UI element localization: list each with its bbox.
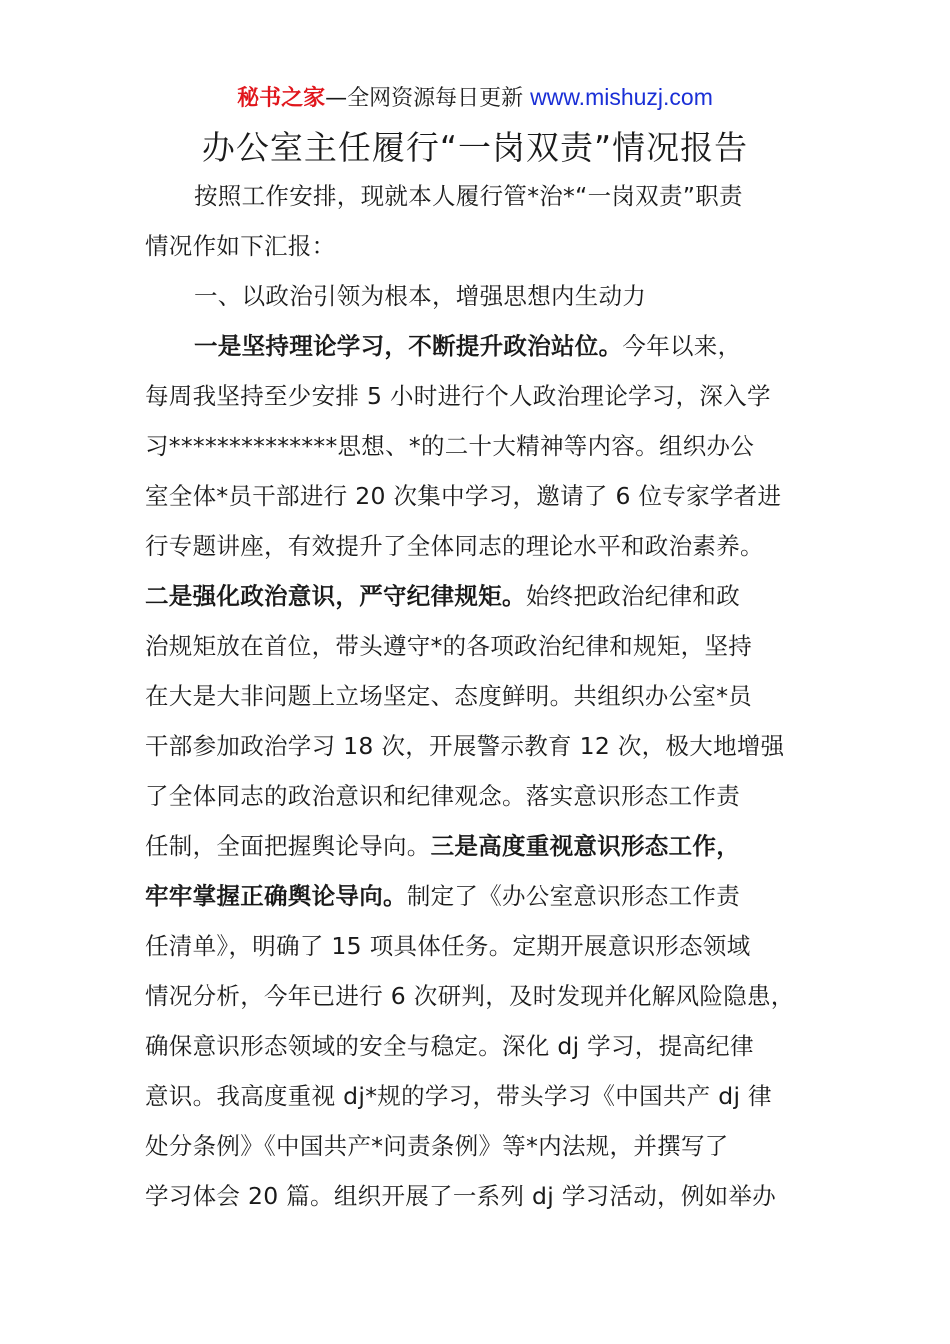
paragraph-line: 任清单》，明确了 15 项具体任务。定期开展意识形态领域	[145, 932, 751, 960]
site-header	[0, 82, 950, 114]
paragraph-line: 干部参加政治学习 18 次，开展警示教育 12 次，极大地增强	[145, 732, 785, 760]
paragraph-line: 行专题讲座，有效提升了全体同志的理论水平和政治素养。	[145, 532, 764, 560]
paragraph-text: 任制，全面把握舆论导向。	[145, 832, 431, 860]
paragraph-line: 学习体会 20 篇。组织开展了一系列 dj 学习活动，例如举办	[145, 1182, 777, 1210]
paragraph-line	[145, 829, 740, 863]
paragraph-line	[194, 329, 741, 363]
paragraph-line: 意识。我高度重视 dj*规的学习，带头学习《中国共产 dj 律	[145, 1082, 772, 1110]
brand-name: 秘书之家	[237, 86, 326, 111]
paragraph-line: 确保意识形态领域的安全与稳定。深化 dj 学习，提高纪律	[145, 1032, 754, 1060]
paragraph-line: 情况分析，今年已进行 6 次研判，及时发现并化解风险隐患，	[145, 982, 795, 1010]
document-title: 办公室主任履行“一岗双责”情况报告	[201, 128, 749, 167]
paragraph-line: 治规矩放在首位，带头遵守*的各项政治纪律和规矩，坚持	[145, 632, 753, 660]
paragraph-line	[145, 579, 740, 613]
point-heading: 二是强化政治意识，严守纪律规矩。	[145, 582, 526, 610]
paragraph-line: 在大是大非问题上立场坚定、态度鲜明。共组织办公室*员	[145, 682, 753, 710]
paragraph-line	[145, 879, 740, 913]
point-heading: 牢牢掌握正确舆论导向。	[145, 882, 407, 910]
point-heading: 一是坚持理论学习，不断提升政治站位。	[194, 332, 623, 360]
paragraph-line: 按照工作安排，现就本人履行管*治*“一岗双责”职责	[194, 182, 743, 210]
paragraph-text: 始终把政治纪律和政	[525, 582, 741, 610]
paragraph-line: 习**************思想、*的二十大精神等内容。组织办公	[145, 432, 755, 460]
header-tagline: —全网资源每日更新	[325, 86, 531, 111]
paragraph-text: 今年以来，	[622, 332, 742, 360]
paragraph-line: 了全体同志的政治意识和纪律观念。落实意识形态工作责	[145, 782, 740, 810]
paragraph-line: 情况作如下汇报：	[145, 232, 336, 260]
paragraph-line: 室全体*员干部进行 20 次集中学习，邀请了 6 位专家学者进	[145, 482, 782, 510]
point-heading: 三是高度重视意识形态工作，	[430, 832, 741, 860]
site-url-link[interactable]: www.mishuzj.com	[530, 84, 713, 110]
paragraph-line: 每周我坚持至少安排 5 小时进行个人政治理论学习，深入学	[145, 382, 771, 410]
section-heading: 一、以政治引领为根本，增强思想内生动力	[194, 282, 647, 310]
paragraph-line: 处分条例》《中国共产*问责条例》等*内法规，并撰写了	[145, 1132, 729, 1160]
paragraph-text: 制定了《办公室意识形态工作责	[406, 882, 741, 910]
